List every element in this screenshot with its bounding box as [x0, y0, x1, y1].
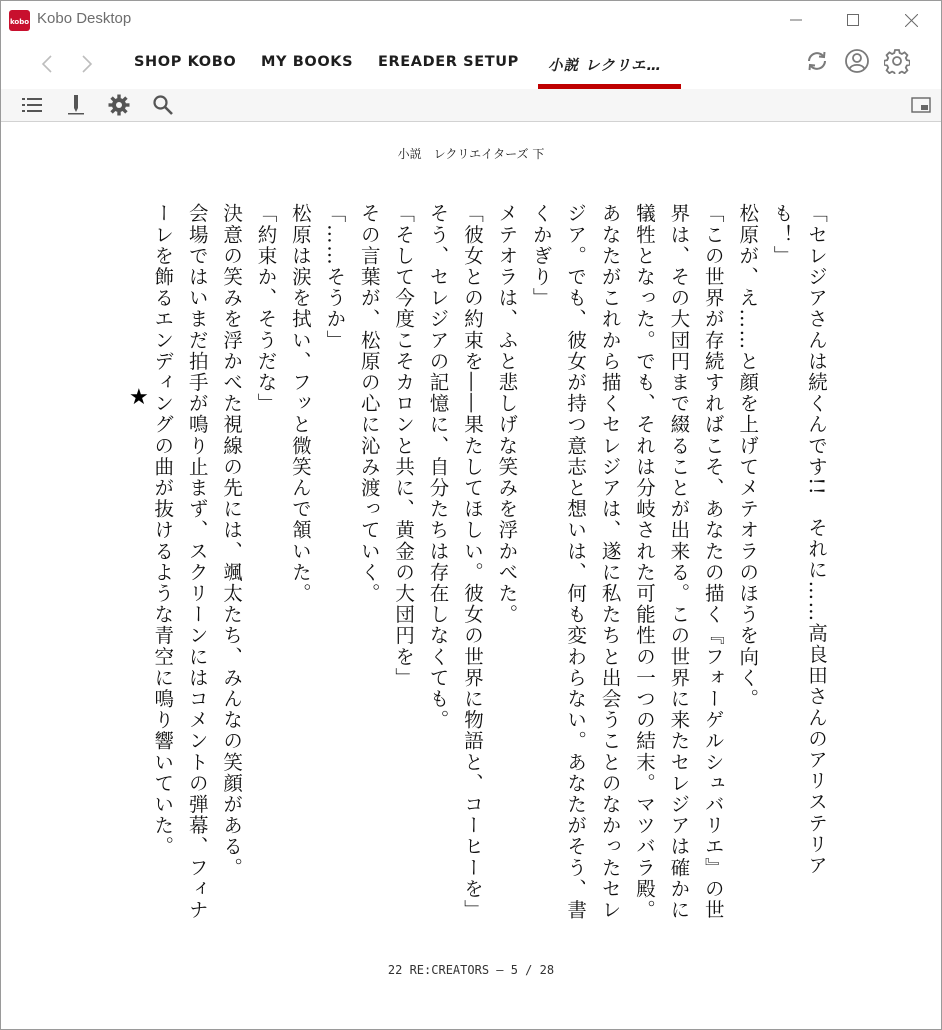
search-icon[interactable] [152, 94, 174, 116]
paragraph: 松原が、え……と顔を上げてメテオラのほうを向く。 [736, 203, 760, 710]
reading-settings-gear-icon[interactable] [108, 94, 130, 116]
paragraph: 「セレジアさんは続くんです!! それに……高良田さんのアリステリアも！」 [770, 203, 828, 876]
book-text-vertical [151, 203, 833, 923]
paragraph: 松原は涙を拭い、フッと微笑んで頷いた。 [288, 203, 312, 604]
paragraph: そう、セレジアの記憶に、自分たちは存在しなくても。 [426, 203, 450, 731]
paragraph: 「彼女との約束を――果たしてほしい。彼女の世界に物語と、コーヒーを」 [460, 203, 484, 921]
paragraph: 「約束か、そうだな」 [254, 203, 278, 414]
paragraph: その言葉が、松原の心に沁み渡っていく。 [357, 203, 381, 604]
table-of-contents-icon[interactable] [21, 94, 43, 116]
maximize-button[interactable] [830, 1, 876, 39]
paragraph: 会場ではいまだ拍手が鳴り止まず、スクリーンにはコメントの弾幕、フィナーレを飾るエンディングの曲が抜けるような青空に鳴り響いていた。 [151, 203, 209, 921]
nav-ereader-setup[interactable]: EREADER SETUP [378, 54, 519, 70]
page-layout-icon[interactable] [911, 96, 931, 114]
main-nav [1, 39, 941, 89]
back-button[interactable] [37, 53, 57, 75]
chevron-right-icon [81, 54, 93, 74]
title-bar [1, 1, 941, 39]
paragraph: 「そして今度こそカロンと共に、黄金の大団円を」 [392, 203, 416, 689]
nav-current-book-tab[interactable]: 小説 レクリエ… [548, 58, 662, 74]
account-icon[interactable] [844, 48, 870, 74]
close-icon [905, 14, 918, 27]
window-title: Kobo Desktop [37, 10, 132, 27]
annotations-pen-icon[interactable] [65, 94, 87, 116]
paragraph: 決意の笑みを浮かべた視線の先には、颯太たち、みんなの笑顔がある。 [220, 203, 244, 879]
sync-icon[interactable] [804, 48, 830, 74]
maximize-icon [847, 14, 859, 26]
paragraph: 「……そうか」 [323, 203, 347, 351]
page-footer: 22 RE:CREATORS — 5 / 28 [387, 963, 555, 977]
close-button[interactable] [888, 1, 934, 39]
paragraph: メテオラは、ふと悲しげな笑みを浮かべた。 [495, 203, 519, 625]
section-break-star: ★ [129, 385, 149, 410]
nav-my-books[interactable]: MY BOOKS [261, 54, 354, 70]
minimize-icon [790, 14, 802, 26]
running-header: 小説 レクリエイターズ 下 [397, 147, 545, 161]
paragraph: 「この世界が存続すればこそ、あなたの描く『フォーゲルシュバリエ』の世界は、その大団円まで綴ることが出来る。この世界に来たセレジアは確かに犠牲となった。でも、それは分岐された可能性の一つの結末。マツバラ殿。あなたがこれから描くセレジアは、遂に私たちと出会うことのなかったセレジア。でも、彼女が持つ意志と想いは、何も変わらない。あなたがそう、書くかぎり」 [529, 203, 725, 921]
chevron-left-icon [41, 54, 53, 74]
forward-button[interactable] [77, 53, 97, 75]
kobo-app-icon: kobo [9, 10, 30, 31]
reader-toolbar [1, 89, 941, 122]
settings-gear-icon[interactable] [884, 48, 910, 74]
minimize-button[interactable] [773, 1, 819, 39]
nav-shop-kobo[interactable]: SHOP KOBO [134, 54, 237, 70]
reading-page[interactable] [1, 123, 941, 1029]
